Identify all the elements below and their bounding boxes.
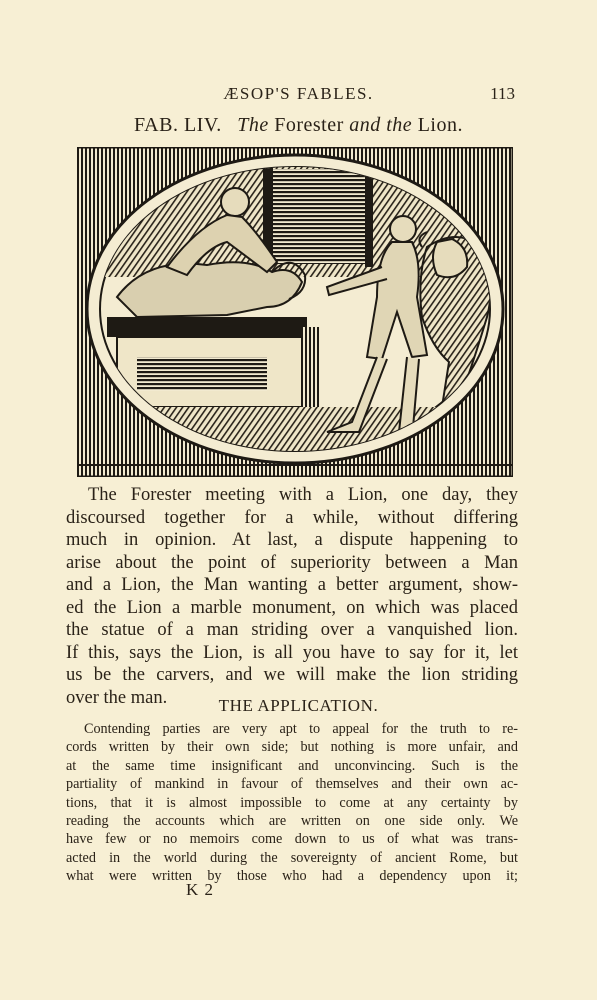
- body-line: us be the carvers, and we will make the lion striding: [66, 665, 518, 685]
- page-number: 113: [490, 84, 515, 103]
- application-line: tions, that it is almost impossible to come at any certainty by: [66, 794, 518, 811]
- body-line: and a Lion, the Man wanting a better argument, show-: [66, 575, 518, 595]
- application-line: acted in the world during the sovereignty of ancient Rome, but: [66, 849, 518, 866]
- body-line: over the man.: [66, 687, 168, 708]
- fable-number: FAB. LIV.: [134, 114, 222, 136]
- application-heading: THE APPLICATION.: [218, 696, 379, 715]
- fable-body: [66, 484, 518, 709]
- application-line: partiality of mankind in favour of themselves and their own ac-: [66, 776, 518, 793]
- signature-mark: K 2: [186, 880, 215, 899]
- body-line: ed the Lion a marble monument, on which was placed: [66, 597, 518, 618]
- application-line: reading the accounts which are written on one side only. We: [66, 813, 518, 830]
- body-line: If this, says the Lion, is all you have to say for it, let: [66, 642, 518, 663]
- woodcut-forester-and-lion-image: [77, 147, 513, 477]
- body-line: arise about the point of superiority between a Man: [66, 552, 518, 573]
- body-line: much in opinion. At last, a dispute happening to: [66, 530, 518, 550]
- fable-title-italic-1: The: [237, 114, 269, 136]
- body-line: the statue of a man striding over a vanquished lion.: [66, 620, 518, 640]
- fable-title: [0, 114, 597, 137]
- body-line: discoursed together for a while, without differing: [66, 507, 518, 528]
- application-line: at the same time insignificant and unconvincing. Such is the: [66, 757, 518, 774]
- application-body: [66, 720, 518, 886]
- application-line: what were written by those who had a dependency upon it;: [66, 868, 518, 885]
- fable-title-word-1: Forester: [274, 114, 344, 136]
- running-head: [0, 84, 597, 106]
- application-line: have few or no memoirs come down to us of what was trans-: [66, 831, 518, 848]
- running-head-title: ÆSOP'S FABLES.: [223, 84, 374, 103]
- woodcut-illustration: [77, 147, 513, 477]
- application-line: cords written by their own side; but nothing is more unfair, and: [66, 739, 518, 756]
- body-line: The Forester meeting with a Lion, one day, they: [88, 485, 518, 505]
- fable-title-word-2: Lion.: [417, 114, 463, 136]
- fable-title-italic-2: and the: [349, 114, 413, 136]
- application-line: Contending parties are very apt to appeal for the truth to re-: [84, 721, 518, 737]
